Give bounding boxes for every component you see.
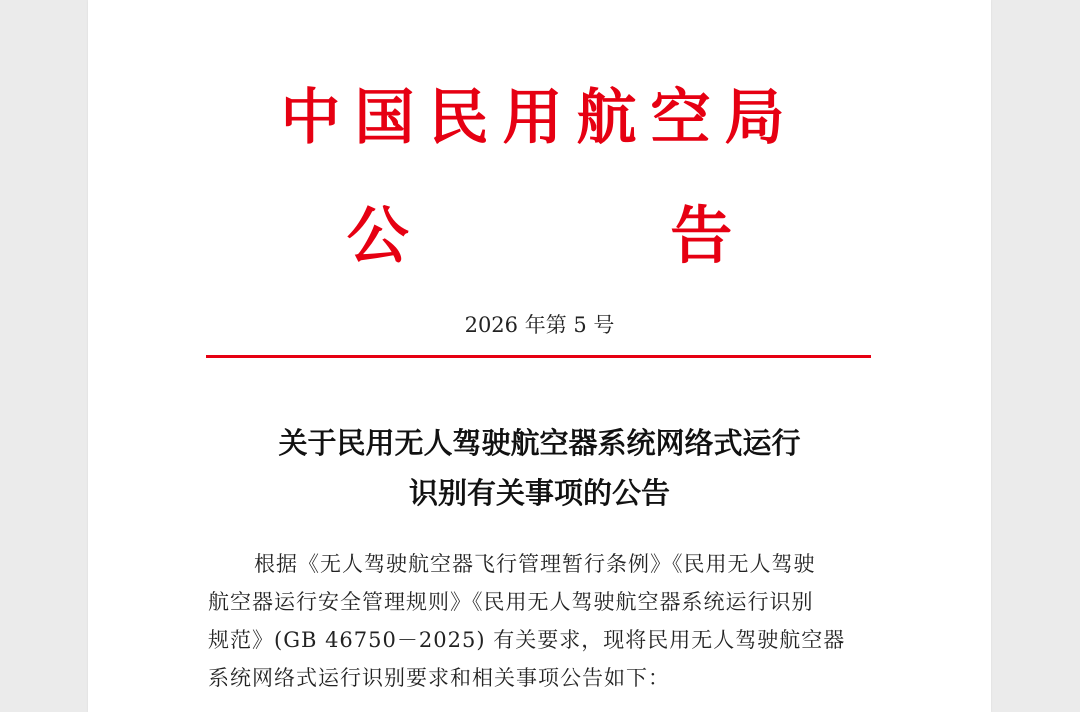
body-line: 根据《无人驾驶航空器飞行管理暂行条例》《民用无人驾驶 bbox=[254, 552, 816, 576]
title-line-1: 关于民用无人驾驶航空器系统网络式运行 bbox=[278, 426, 801, 460]
body-line: 航空器运行安全管理规则》《民用无人驾驶航空器系统运行识别 bbox=[208, 590, 814, 614]
red-divider bbox=[206, 355, 871, 358]
issuing-organization: 中国民用航空局 bbox=[280, 83, 799, 153]
notice-heading: 公 告 bbox=[346, 199, 853, 272]
body-line: 系统网络式运行识别要求和相关事项公告如下： bbox=[208, 666, 670, 690]
body-line: 规范》(GB 46750－2025) 有关要求，现将民用无人驾驶航空器 bbox=[208, 628, 846, 652]
body-paragraph bbox=[208, 545, 876, 697]
document-number: 2026 年第 5 号 bbox=[464, 313, 615, 337]
title-line-2: 识别有关事项的公告 bbox=[408, 476, 670, 510]
document-title bbox=[88, 418, 991, 518]
document-page bbox=[88, 0, 991, 712]
